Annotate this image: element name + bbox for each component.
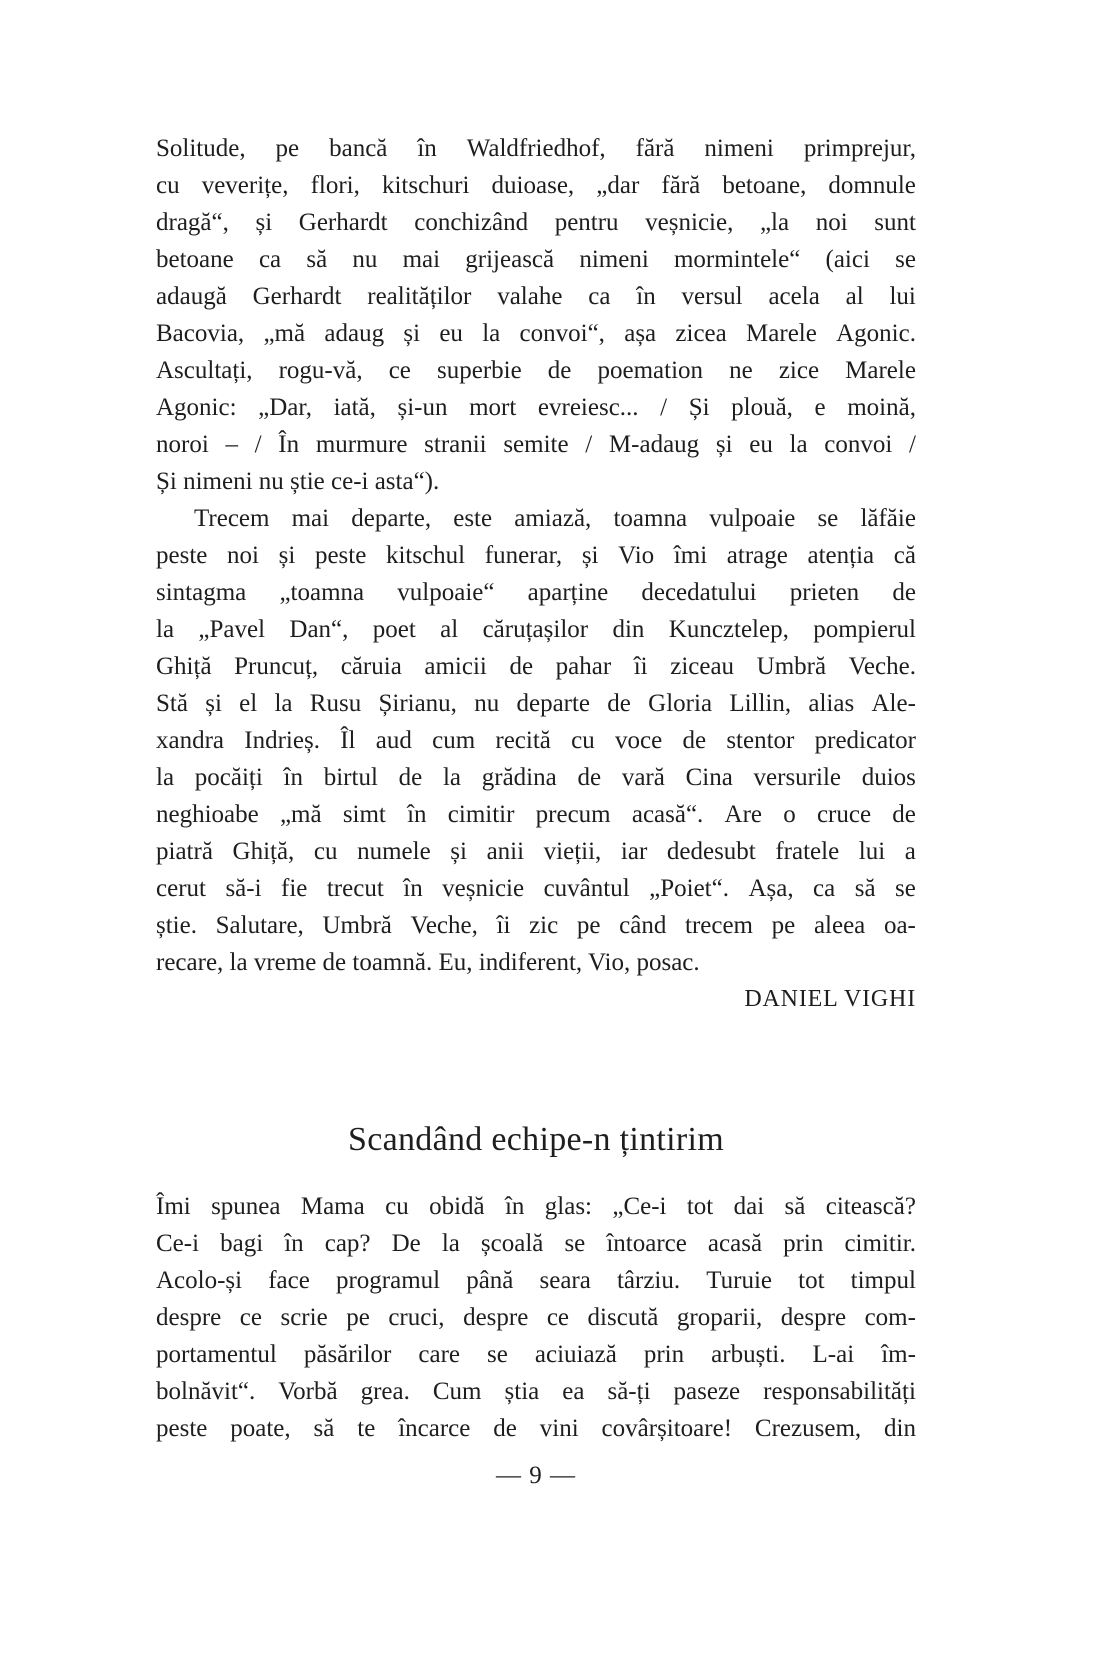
text-line: portamentul păsărilor care se aciuiază prin arbuști. L-ai îm- xyxy=(156,1341,916,1368)
text-line: bolnăvit“. Vorbă grea. Cum știa ea să-ți paseze responsabilități xyxy=(156,1378,916,1405)
text-line: Agonic: „Dar, iată, și-un mort evreiesc... / Și plouă, e moină, xyxy=(156,394,916,421)
section-heading: Scandând echipe-n țintirim xyxy=(347,1121,725,1158)
text-line: cerut să-i fie trecut în veșnicie cuvântul „Poiet“. Așa, ca să se xyxy=(156,875,916,902)
text-line: Stă și el la Rusu Șirianu, nu departe de Gloria Lillin, alias Ale- xyxy=(156,690,916,717)
text-block xyxy=(156,130,916,1447)
text-line: cu veverițe, flori, kitschuri duioase, „dar fără betoane, domnule xyxy=(156,172,916,199)
text-line: neghioabe „mă simt în cimitir precum acasă“. Are o cruce de xyxy=(156,801,916,828)
page-number: — 9 — xyxy=(496,1462,576,1489)
text-line: recare, la vreme de toamnă. Eu, indiferent, Vio, posac. xyxy=(156,949,700,976)
text-line: Și nimeni nu știe ce-i asta“). xyxy=(156,468,440,495)
text-line: Acolo-și face programul până seara târziu. Turuie tot timpul xyxy=(156,1267,916,1294)
text-line: xandra Indrieș. Îl aud cum recită cu voce de stentor predicator xyxy=(156,727,916,754)
text-line: la „Pavel Dan“, poet al căruțașilor din Kuncztelep, pompierul xyxy=(156,616,916,643)
text-line: piatră Ghiță, cu numele și anii vieții, iar dedesubt fratele lui a xyxy=(156,838,916,865)
text-line: dragă“, și Gerhardt conchizând pentru veșnicie, „la noi sunt xyxy=(156,209,916,236)
text-line: betoane ca să nu mai grijească nimeni mormintele“ (aici se xyxy=(156,246,916,273)
text-line: peste noi și peste kitschul funerar, și Vio îmi atrage atenția că xyxy=(156,542,916,569)
text-line: Bacovia, „mă adaug și eu la convoi“, așa zicea Marele Agonic. xyxy=(156,320,916,347)
paragraph xyxy=(156,1188,916,1447)
text-line: știe. Salutare, Umbră Veche, îi zic pe când trecem pe aleea oa- xyxy=(156,912,916,939)
paragraph xyxy=(156,130,916,500)
text-line: Îmi spunea Mama cu obidă în glas: „Ce-i tot dai să citească? xyxy=(156,1193,916,1220)
text-line: Ascultați, rogu-vă, ce superbie de poemation ne zice Marele xyxy=(156,357,916,384)
text-line: Ghiță Pruncuț, căruia amicii de pahar îi ziceau Umbră Veche. xyxy=(156,653,916,680)
text-line: adaugă Gerhardt realităților valahe ca în versul acela al lui xyxy=(156,283,916,310)
text-line: Ce-i bagi în cap? De la școală se întoarce acasă prin cimitir. xyxy=(156,1230,916,1257)
text-line: peste poate, să te încarce de vini covârșitoare! Crezusem, din xyxy=(156,1415,916,1442)
text-line: noroi – / În murmure stranii semite / M-adaug și eu la convoi / xyxy=(156,431,916,458)
text-line: Solitude, pe bancă în Waldfriedhof, fără nimeni primprejur, xyxy=(156,135,916,162)
text-line: sintagma „toamna vulpoaie“ aparține decedatului prieten de xyxy=(156,579,916,606)
text-line: la pocăiți în birtul de la grădina de vară Cina versurile duios xyxy=(156,764,916,791)
text-line: Trecem mai departe, este amiază, toamna vulpoaie se lăfăie xyxy=(194,505,916,532)
text-line: despre ce scrie pe cruci, despre ce discută groparii, despre com- xyxy=(156,1304,916,1331)
author-attribution: DANIEL VIGHI xyxy=(744,986,916,1012)
paragraph xyxy=(156,500,916,981)
